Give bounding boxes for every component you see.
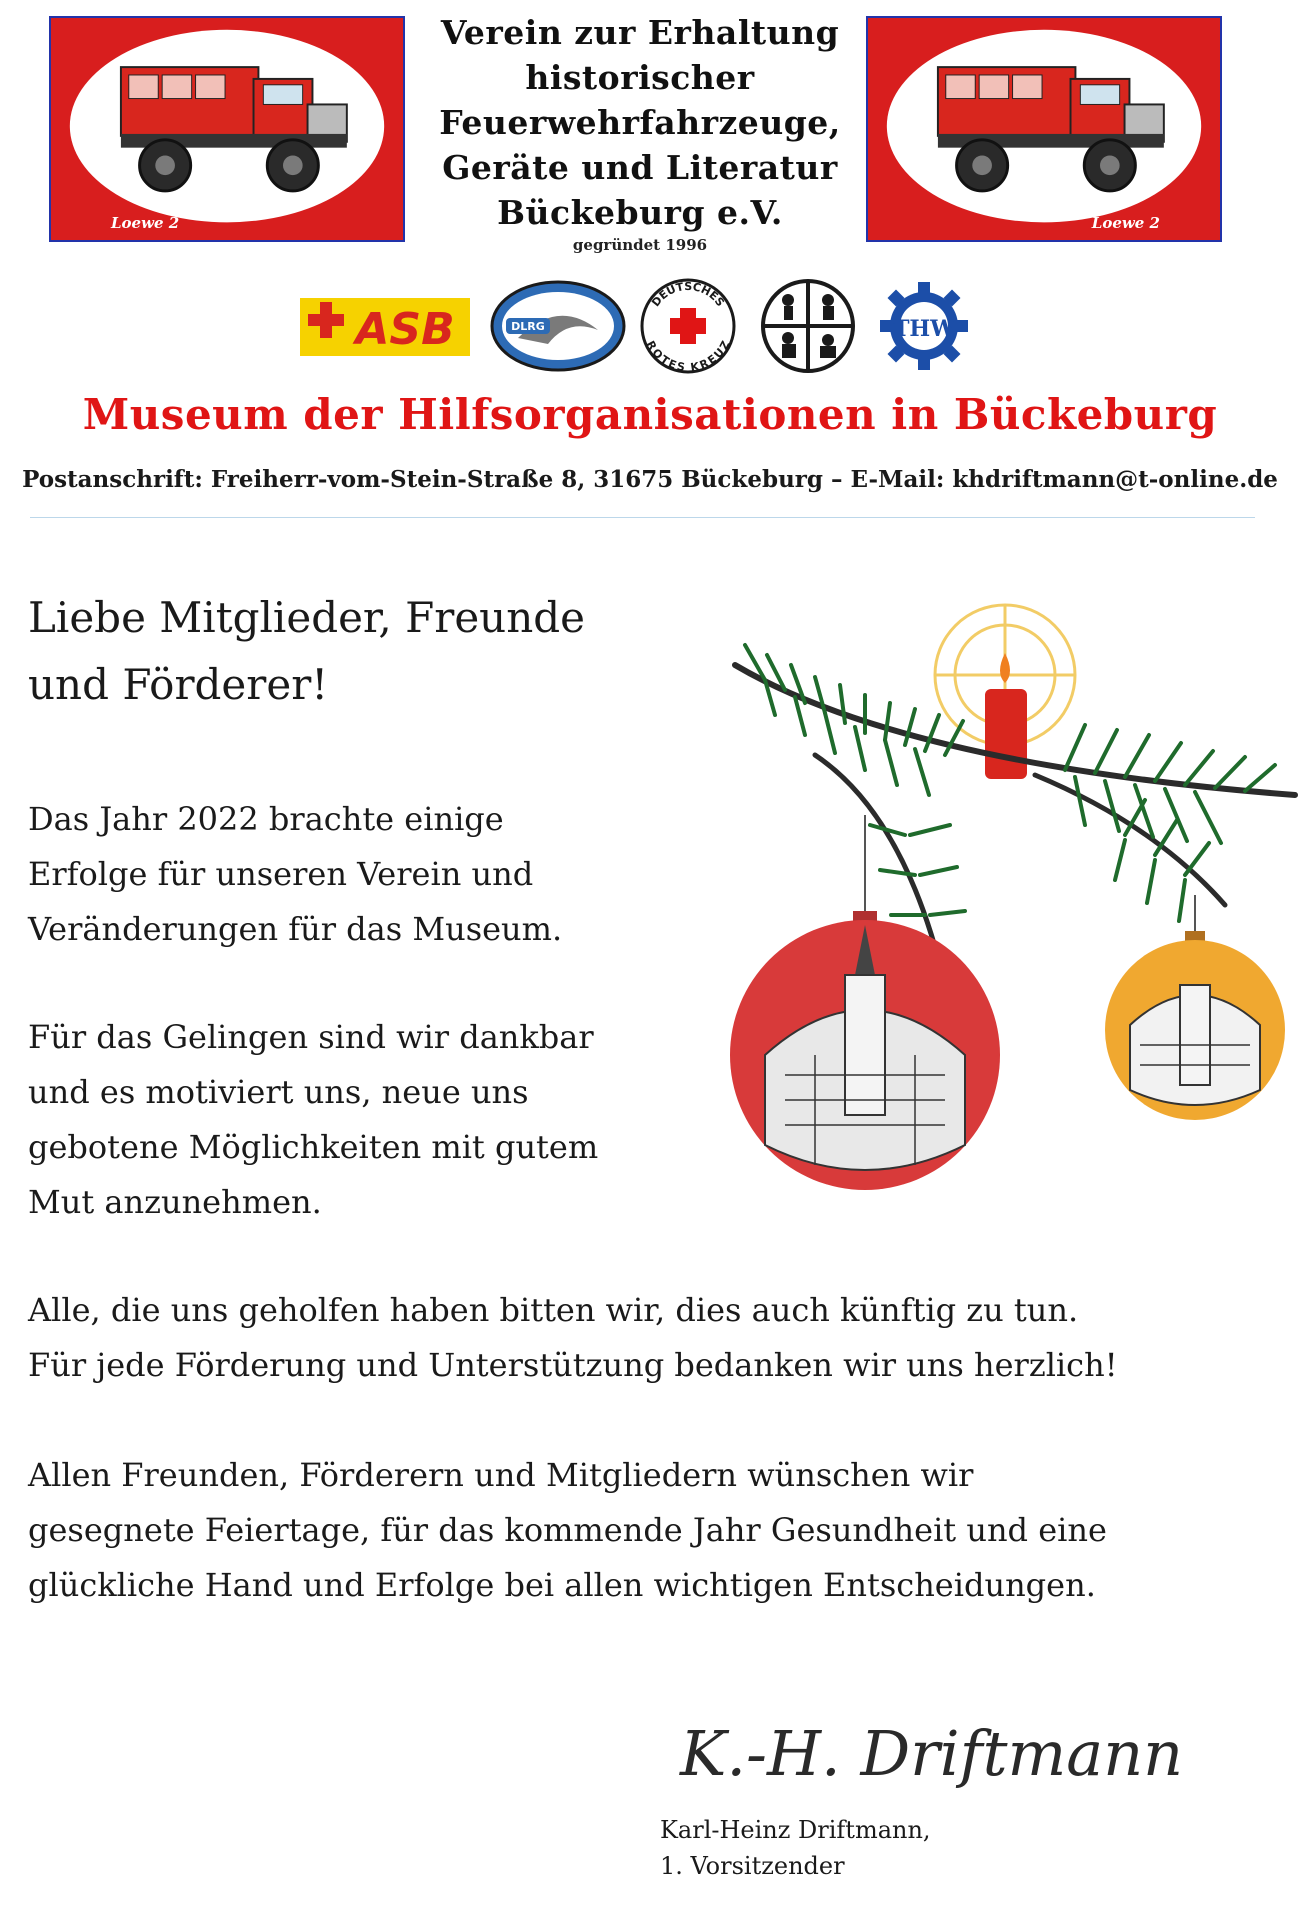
paragraph-line: glückliche Hand und Erfolge bei allen wichtigen Entscheidungen. — [28, 1566, 1096, 1604]
drk-logo-text-top: DEUTSCHES — [649, 279, 727, 310]
truck-caption-right: Loewe 2 — [1091, 214, 1160, 232]
paragraph-line: gesegnete Feiertage, für das kommende Jahr Gesundheit und eine — [28, 1511, 1107, 1549]
paragraph-line: Mut anzunehmen. — [28, 1183, 322, 1221]
truck-image-right — [866, 16, 1222, 242]
letter-paragraph-2 — [28, 1010, 688, 1230]
association-title-line: Feuerwehrfahrzeuge, — [439, 103, 841, 142]
thw-logo-icon — [876, 278, 972, 374]
paragraph-line: Für das Gelingen sind wir dankbar — [28, 1018, 594, 1056]
paragraph-line: Für jede Förderung und Unterstützung bedanken wir uns herzlich! — [28, 1346, 1118, 1384]
founded-date: gegründet 1996 — [572, 236, 708, 254]
signer-name: Karl-Heinz Driftmann, — [660, 1816, 931, 1844]
postal-address: Postanschrift: Freiherr-vom-Stein-Straße 8, 31675 Bückeburg – E-Mail: khdriftmann@t-online.de — [22, 466, 1278, 493]
asb-logo-text: ASB — [355, 304, 455, 355]
letter-paragraph-4 — [28, 1448, 1278, 1613]
paragraph-line: Alle, die uns geholfen haben bitten wir, dies auch künftig zu tun. — [28, 1291, 1079, 1329]
association-title — [420, 10, 860, 235]
drk-logo-icon — [638, 278, 738, 374]
paragraph-line: Veränderungen für das Museum. — [28, 910, 563, 948]
signer-role: 1. Vorsitzender — [660, 1852, 845, 1880]
header-divider — [30, 517, 1255, 518]
greeting-line: und Förderer! — [28, 660, 329, 709]
truck-caption-left: Loewe 2 — [111, 214, 180, 232]
paragraph-line: Allen Freunden, Förderern und Mitgliedern wünschen wir — [28, 1456, 974, 1494]
letter-paragraph-1 — [28, 792, 688, 957]
truck-image-left — [49, 16, 405, 242]
fire-truck-icon — [868, 18, 1220, 240]
organization-logos — [300, 278, 980, 374]
greeting-line: Liebe Mitglieder, Freunde — [28, 593, 586, 642]
fire-truck-icon — [51, 18, 403, 240]
dlrg-logo-icon — [488, 278, 628, 374]
paragraph-line: und es motiviert uns, neue uns — [28, 1073, 529, 1111]
paragraph-line: Das Jahr 2022 brachte einige — [28, 800, 504, 838]
christmas-branch-icon — [705, 585, 1295, 1265]
christmas-ornament-illustration — [705, 585, 1295, 1265]
letter-greeting — [28, 584, 728, 718]
association-title-line: Geräte und Literatur — [442, 148, 838, 187]
paragraph-line: gebotene Möglichkeiten mit gutem — [28, 1128, 599, 1166]
dlrg-logo-text: DLRG — [511, 320, 545, 333]
red-bauble-icon — [730, 815, 1000, 1190]
orange-bauble-icon — [1105, 895, 1285, 1120]
handwritten-signature — [670, 1685, 1184, 1805]
feuerwehr-logo-icon — [758, 278, 858, 374]
museum-title: Museum der Hilfsorganisationen in Bückeburg — [82, 390, 1218, 439]
paragraph-line: Erfolge für unseren Verein und — [28, 855, 534, 893]
drk-logo-text-bottom: ROTES KREUZ — [643, 338, 733, 374]
signature-text: K.-H. Driftmann — [680, 1717, 1184, 1790]
asb-logo-icon — [300, 278, 470, 362]
thw-logo-text: THW — [893, 316, 955, 342]
association-title-line: Verein zur Erhaltung — [440, 13, 840, 52]
association-title-line: historischer — [525, 58, 755, 97]
letter-paragraph-3 — [28, 1283, 1278, 1393]
association-title-line: Bückeburg e.V. — [497, 193, 783, 232]
